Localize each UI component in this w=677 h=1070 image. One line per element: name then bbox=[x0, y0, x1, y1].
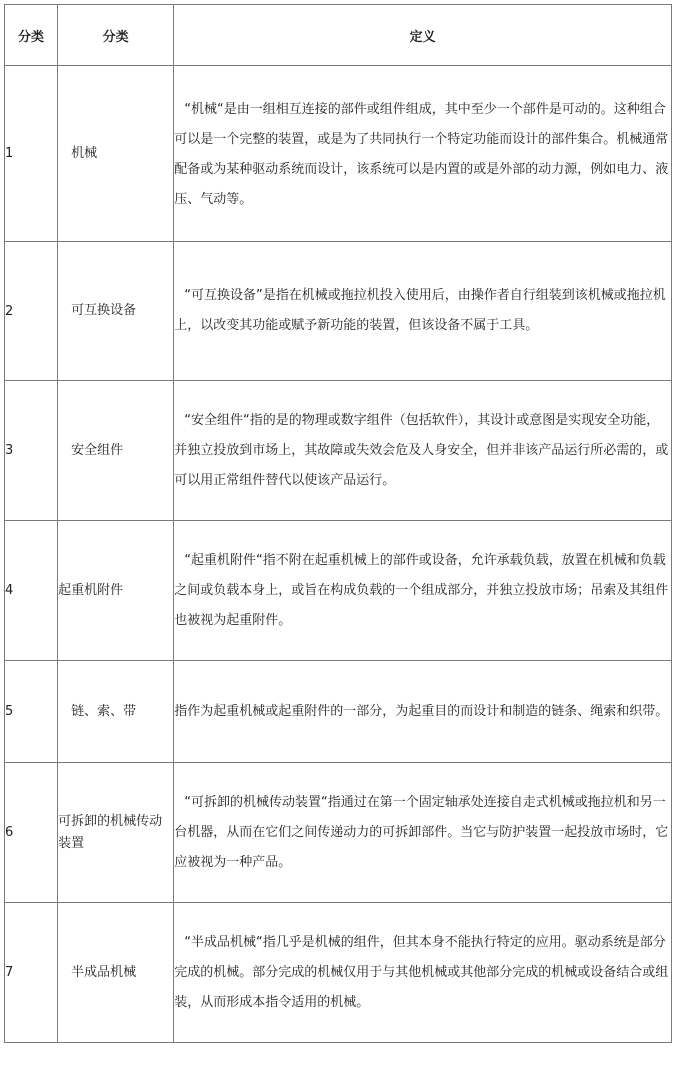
definition-table bbox=[4, 4, 672, 1043]
table-row bbox=[5, 521, 672, 661]
row-number: 7 bbox=[5, 903, 58, 1043]
row-definition: “机械“是由一组相互连接的部件或组件组成，其中至少一个部件是可动的。这种组合可以是一个完整的装置，或是为了共同执行一个特定功能而设计的部件集合。机械通常配备或为某种驱动系统而设计，该系统可以是内置的或是外部的动力源，例如电力、液压、气动等。 bbox=[174, 66, 672, 242]
row-category: 起重机附件 bbox=[58, 521, 174, 661]
row-definition: 指作为起重机械或起重附件的一部分，为起重目的而设计和制造的链条、绳索和织带。 bbox=[174, 661, 672, 763]
header-definition: 定义 bbox=[174, 5, 672, 66]
row-category: 可拆卸的机械传动装置 bbox=[58, 763, 174, 903]
row-category: 机械 bbox=[58, 66, 174, 242]
row-definition: “可拆卸的机械传动装置“指通过在第一个固定轴承处连接自走式机械或拖拉机和另一台机器，从而在它们之间传递动力的可拆卸部件。当它与防护装置一起投放市场时，它应被视为一种产品。 bbox=[174, 763, 672, 903]
row-number: 6 bbox=[5, 763, 58, 903]
row-category: 半成品机械 bbox=[58, 903, 174, 1043]
row-number: 1 bbox=[5, 66, 58, 242]
header-number: 分类 bbox=[5, 5, 58, 66]
row-number: 5 bbox=[5, 661, 58, 763]
row-number: 4 bbox=[5, 521, 58, 661]
table-row bbox=[5, 661, 672, 763]
row-definition: “起重机附件“指不附在起重机械上的部件或设备，允许承载负载，放置在机械和负载之间或负载本身上，或旨在构成负载的一个组成部分，并独立投放市场；吊索及其组件也被视为起重附件。 bbox=[174, 521, 672, 661]
table-row bbox=[5, 242, 672, 381]
row-definition: “半成品机械“指几乎是机械的组件，但其本身不能执行特定的应用。驱动系统是部分完成的机械。部分完成的机械仅用于与其他机械或其他部分完成的机械或设备结合或组装，从而形成本指令适用的机械。 bbox=[174, 903, 672, 1043]
header-category: 分类 bbox=[58, 5, 174, 66]
table-row bbox=[5, 903, 672, 1043]
header-row bbox=[5, 5, 672, 66]
row-category: 可互换设备 bbox=[58, 242, 174, 381]
row-category: 链、索、带 bbox=[58, 661, 174, 763]
row-number: 2 bbox=[5, 242, 58, 381]
row-definition: “可互换设备”是指在机械或拖拉机投入使用后，由操作者自行组装到该机械或拖拉机上，以改变其功能或赋予新功能的装置，但该设备不属于工具。 bbox=[174, 242, 672, 381]
table-row bbox=[5, 381, 672, 521]
row-number: 3 bbox=[5, 381, 58, 521]
row-category: 安全组件 bbox=[58, 381, 174, 521]
table-row bbox=[5, 763, 672, 903]
table-row bbox=[5, 66, 672, 242]
row-definition: “安全组件“指的是的物理或数字组件（包括软件），其设计或意图是实现安全功能，并独立投放到市场上，其故障或失效会危及人身安全，但并非该产品运行所必需的，或可以用正常组件替代以使该产品运行。 bbox=[174, 381, 672, 521]
